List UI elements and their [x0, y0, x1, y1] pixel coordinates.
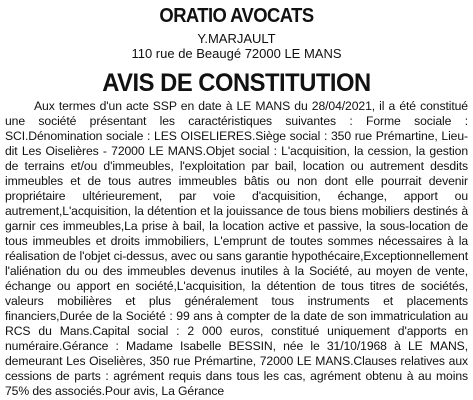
notice-body: Aux termes d'un acte SSP en date à LE MANS du 28/04/2021, il a été constitué une société présentant les caractéristiques suivantes : Forme sociale : SCI.Dénomination sociale : LES OISELIERES.Siège social : 350 rue Prémartine, Lieu-dit Les Oiselières - 72000 LE MANS.Objet social : L'acquisition, la cession, la gestion de terrains et/ou d'immeubles, l'exploitation par bail, location ou autrement desdits immeubles et de tous autres immeubles bâtis ou non dont elle pourrait devenir propriétaire ultérieurement, par voie d'acquisition, échange, apport ou autrement,L'acquisition, la détention et la jouissance de tous biens mobiliers destinés à garnir ces immeubles,La prise à bail, la location active et passive, la sous-location de tous immeubles et droits immobiliers, L'emprunt de toutes sommes nécessaires à la réalisation de l'objet ci-dessus, avec ou sans garantie hypothécaire,Exceptionnellement l'aliénation du ou des immeubles devenus inutiles à la Société, au moyen de vente, échange ou apport en société,L'acquisition, la détention de tous titres de sociétés, valeurs mobilières et plus généralement tous instruments et placements financiers,Durée de la Société : 99 ans à compter de la date de son immatriculation au RCS du Mans.Capital social : 2 000 euros, constitué uniquement d'apports en numéraire.Gérance : Madame Isabelle BESSIN, née le 31/10/1968 à LE MANS, demeurant Les Oiselières, 350 rue Prémartine, 72000 LE MANS.Clauses relatives aux cessions de parts : agrément requis dans tous les cas, agrément obtenu à au moins 75% des associés.Pour avis, La Gérance [5, 99, 468, 398]
firm-representative: Y.MARJAULT [197, 31, 276, 46]
notice-title: AVIS DE CONSTITUTION [102, 69, 371, 97]
firm-address: 110 rue de Beaugé 72000 LE MANS [131, 46, 342, 61]
firm-name: ORATIO AVOCATS [159, 5, 314, 27]
